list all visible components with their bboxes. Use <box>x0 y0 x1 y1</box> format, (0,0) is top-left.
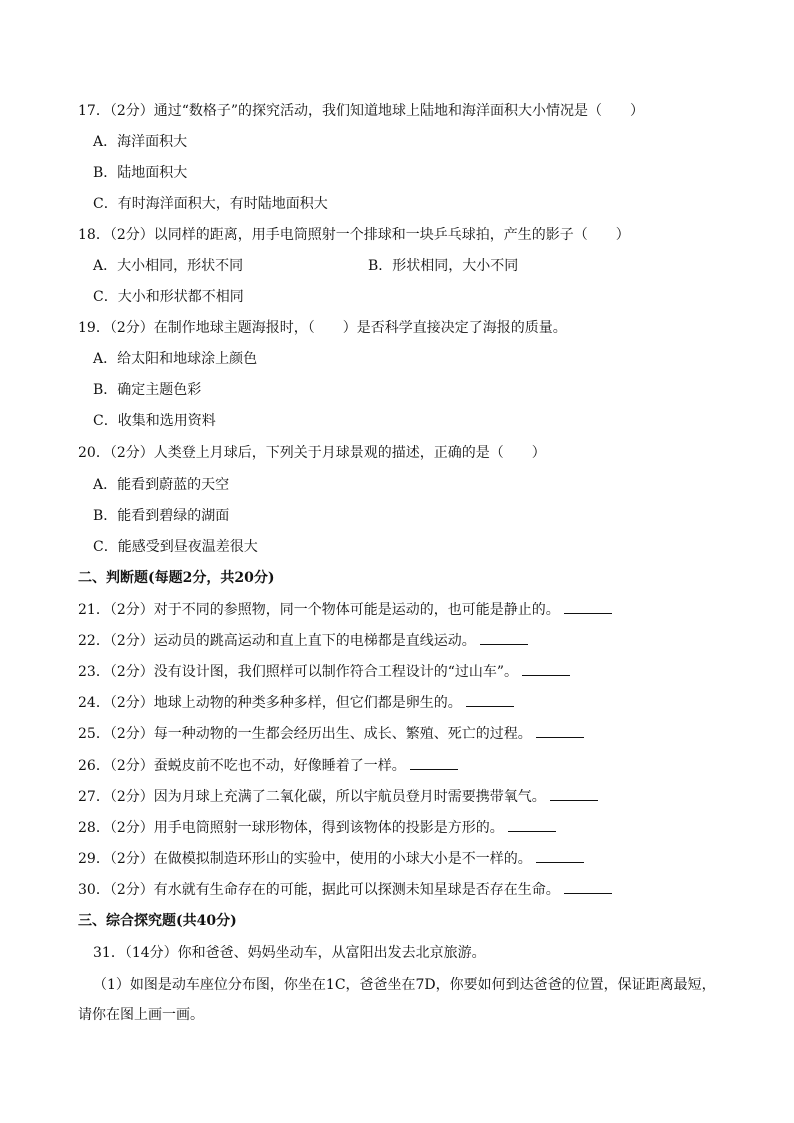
question-19-stem: 19．（2分）在制作地球主题海报时，（ ）是否科学直接决定了海报的质量。 <box>78 320 567 336</box>
judgment-29-text: 29．（2分）在做模拟制造环形山的实验中，使用的小球大小是不一样的。 <box>78 851 532 867</box>
answer-blank[interactable] <box>536 725 584 738</box>
answer-blank[interactable] <box>410 757 458 770</box>
question-17-option-a: A．海洋面积大 <box>93 134 188 150</box>
judgment-22 <box>78 632 528 650</box>
section-2-title: 二、判断题(每题2分，共20分) <box>78 570 275 586</box>
question-20-option-a: A．能看到蔚蓝的天空 <box>93 477 230 493</box>
answer-blank[interactable] <box>466 694 514 707</box>
question-31-sub1-line2: 请你在图上画一画。 <box>78 1007 204 1023</box>
judgment-29 <box>78 850 584 868</box>
question-31-stem: 31．（14分）你和爸爸、妈妈坐动车，从富阳出发去北京旅游。 <box>93 945 486 961</box>
judgment-30-text: 30．（2分）有水就有生命存在的可能，据此可以探测未知星球是否存在生命。 <box>78 882 560 898</box>
question-18-option-a: A．大小相同，形状不同 <box>93 258 244 274</box>
judgment-21 <box>78 601 612 619</box>
judgment-25 <box>78 725 584 743</box>
judgment-27 <box>78 788 598 806</box>
judgment-23-text: 23．（2分）没有设计图，我们照样可以制作符合工程设计的“过山车”。 <box>78 664 519 680</box>
answer-blank[interactable] <box>508 819 556 832</box>
judgment-26 <box>78 757 458 775</box>
judgment-23 <box>78 663 570 681</box>
question-17-option-b: B．陆地面积大 <box>93 165 188 181</box>
judgment-27-text: 27．（2分）因为月球上充满了二氧化碳，所以宇航员登月时需要携带氧气。 <box>78 789 546 805</box>
question-18-option-b: B．形状相同，大小不同 <box>368 258 519 274</box>
judgment-28-text: 28．（2分）用手电筒照射一球形物体，得到该物体的投影是方形的。 <box>78 820 504 836</box>
answer-blank[interactable] <box>480 632 528 645</box>
answer-blank[interactable] <box>550 788 598 801</box>
judgment-22-text: 22．（2分）运动员的跳高运动和直上直下的电梯都是直线运动。 <box>78 633 476 649</box>
question-19-option-c: C．收集和选用资料 <box>93 413 216 429</box>
question-18-stem: 18．（2分）以同样的距离，用手电筒照射一个排球和一块乒乓球拍，产生的影子（ ） <box>78 227 630 243</box>
question-19-option-b: B．确定主题色彩 <box>93 382 202 398</box>
question-31-sub1-line1: （1）如图是动车座位分布图，你坐在1C，爸爸坐在7D，你要如何到达爸爸的位置，保证距离最短， <box>93 977 716 993</box>
judgment-26-text: 26．（2分）蚕蜕皮前不吃也不动，好像睡着了一样。 <box>78 758 406 774</box>
answer-blank[interactable] <box>522 663 570 676</box>
judgment-24-text: 24．（2分）地球上动物的种类多种多样，但它们都是卵生的。 <box>78 695 462 711</box>
answer-blank[interactable] <box>564 601 612 614</box>
judgment-21-text: 21．（2分）对于不同的参照物，同一个物体可能是运动的，也可能是静止的。 <box>78 602 560 618</box>
judgment-28 <box>78 819 556 837</box>
answer-blank[interactable] <box>536 850 584 863</box>
judgment-25-text: 25．（2分）每一种动物的一生都会经历出生、成长、繁殖、死亡的过程。 <box>78 726 532 742</box>
question-19-option-a: A．给太阳和地球涂上颜色 <box>93 351 258 367</box>
judgment-30 <box>78 881 612 899</box>
section-3-title: 三、综合探究题(共40分) <box>78 913 237 929</box>
question-17-option-c: C．有时海洋面积大，有时陆地面积大 <box>93 196 328 212</box>
question-20-stem: 20．（2分）人类登上月球后，下列关于月球景观的描述，正确的是（ ） <box>78 445 546 461</box>
question-17-stem: 17．（2分）通过“数格子”的探究活动，我们知道地球上陆地和海洋面积大小情况是（ ） <box>78 103 645 119</box>
question-20-option-c: C．能感受到昼夜温差很大 <box>93 539 258 555</box>
judgment-24 <box>78 694 514 712</box>
answer-blank[interactable] <box>564 881 612 894</box>
question-18-option-c: C．大小和形状都不相同 <box>93 289 244 305</box>
question-20-option-b: B．能看到碧绿的湖面 <box>93 508 230 524</box>
